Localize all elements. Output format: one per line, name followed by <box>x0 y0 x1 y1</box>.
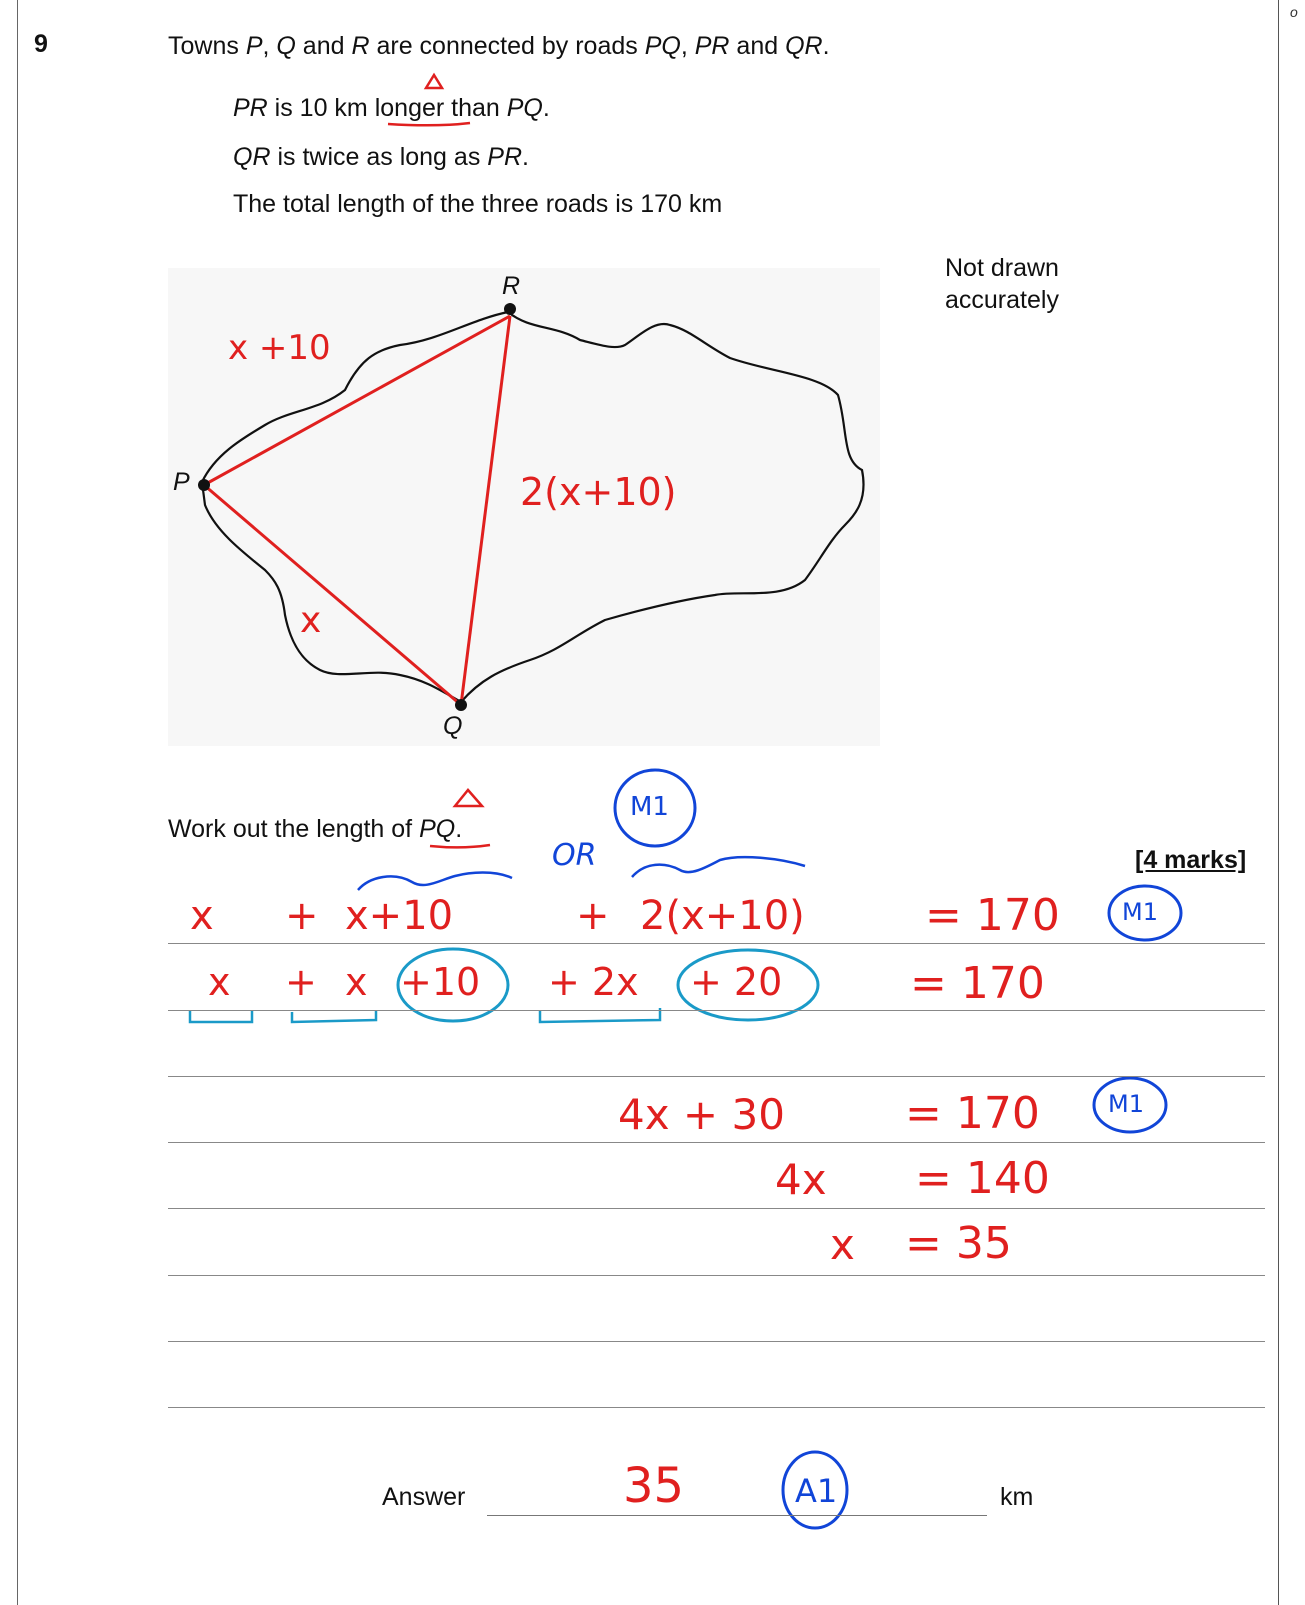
question-number: 9 <box>34 30 48 58</box>
x-bracket-1 <box>190 1010 252 1022</box>
working-1-term: + <box>576 893 610 939</box>
working-2-term: + 20 <box>690 960 783 1004</box>
working-1-term: x <box>190 893 214 939</box>
answer-label: Answer <box>382 1483 466 1511</box>
m1-mark-right: M1 <box>1122 898 1158 926</box>
working-line <box>168 1076 1265 1077</box>
town-r-dot <box>504 303 516 315</box>
working-2-term: x <box>208 960 231 1004</box>
condition-line-2: QR is twice as long as PR. <box>233 143 529 171</box>
brace-1 <box>358 873 512 891</box>
label-p: P <box>173 468 190 496</box>
delta-mark-1 <box>426 75 442 88</box>
qr-length-label: 2(x+10) <box>520 470 677 514</box>
working-2-term: +10 <box>400 960 481 1004</box>
or-label: OR <box>552 838 597 873</box>
working-line <box>168 1407 1265 1408</box>
condition-line-1: PR is 10 km longer than PQ. <box>233 94 550 122</box>
label-q: Q <box>443 712 463 740</box>
town-q-dot <box>455 699 467 711</box>
answer-value: 35 <box>623 1458 685 1514</box>
question-stem: Towns P, Q and R are connected by roads PQ, PR and QR. <box>168 32 830 60</box>
label-r: R <box>502 272 521 300</box>
working-1-term: + <box>285 893 319 939</box>
m1-mark-lower: M1 <box>1108 1090 1144 1118</box>
not-drawn-note: Not drawn accurately <box>945 254 1059 314</box>
a1-mark: A1 <box>795 1472 838 1510</box>
answer-unit: km <box>1000 1483 1034 1511</box>
brace-2 <box>632 857 805 877</box>
working-line <box>168 1010 1265 1011</box>
road-pq <box>204 485 461 705</box>
x-bracket-2 <box>292 1010 376 1022</box>
working-1-result: = 170 <box>925 890 1060 941</box>
working-line <box>168 1208 1265 1209</box>
working-line <box>168 1341 1265 1342</box>
working-4-left: 4x <box>775 1155 827 1204</box>
working-line <box>168 1275 1265 1276</box>
answer-field[interactable] <box>487 1515 987 1516</box>
working-2-term: x <box>345 960 368 1004</box>
working-4-result: = 140 <box>915 1153 1050 1204</box>
working-3-result: = 170 <box>905 1088 1040 1139</box>
working-3-left: 4x + 30 <box>618 1090 785 1139</box>
working-5-left: x <box>830 1220 855 1269</box>
working-1-term: x+10 <box>345 893 454 939</box>
working-2-result: = 170 <box>910 958 1045 1009</box>
corner-mark: o <box>1290 4 1298 20</box>
task-text: Work out the length of PQ. <box>168 815 463 843</box>
m1-mark-top: M1 <box>630 792 669 822</box>
town-p-dot <box>198 479 210 491</box>
working-1-term: 2(x+10) <box>640 893 805 939</box>
working-2-term: + <box>285 960 317 1004</box>
delta-mark-2 <box>455 790 482 806</box>
pq-length-label: x <box>300 600 322 641</box>
marks-label: [4 marks] <box>1135 846 1247 874</box>
longer-underline <box>388 123 470 125</box>
working-2-term: + 2x <box>548 960 639 1004</box>
condition-line-3: The total length of the three roads is 170 km <box>233 190 723 218</box>
road-rq <box>461 316 510 705</box>
working-line <box>168 1142 1265 1143</box>
pr-length-label: x +10 <box>228 328 331 368</box>
working-5-result: = 35 <box>905 1218 1012 1269</box>
working-line <box>168 943 1265 944</box>
pq-underline <box>430 845 490 847</box>
